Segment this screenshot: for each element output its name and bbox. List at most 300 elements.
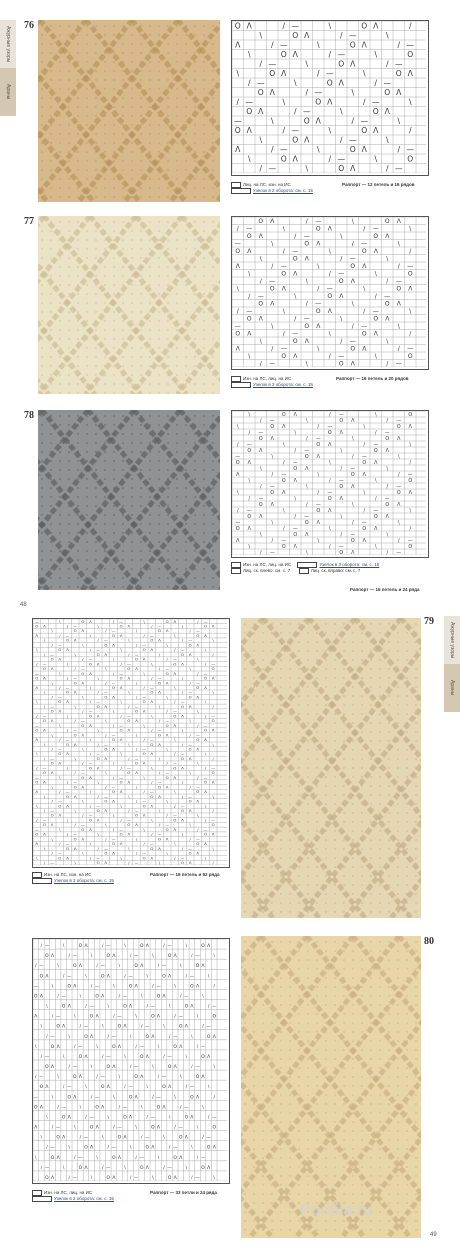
svg-text:\: \ (204, 699, 207, 705)
svg-text:O: O (95, 994, 99, 1000)
svg-text:Λ: Λ (150, 855, 154, 861)
svg-text:Λ: Λ (66, 647, 69, 653)
svg-text:—: — (150, 1004, 156, 1010)
svg-text:\: \ (181, 623, 184, 629)
svg-text:O: O (150, 793, 154, 799)
svg-text:/: / (51, 694, 53, 700)
svg-text:—: — (96, 699, 101, 705)
svg-text:—: — (211, 1004, 217, 1010)
svg-text:Λ: Λ (236, 472, 240, 478)
svg-text:/: / (282, 21, 286, 31)
svg-text:Λ: Λ (196, 642, 200, 648)
svg-text:/: / (146, 1004, 149, 1010)
section-tab: Ажурные узоры (0, 20, 16, 68)
svg-text:O: O (34, 994, 38, 1000)
svg-text:—: — (42, 661, 47, 667)
svg-text:O: O (112, 841, 115, 847)
svg-text:O: O (246, 233, 252, 240)
svg-text:O: O (270, 424, 275, 430)
svg-text:/: / (113, 1125, 115, 1131)
svg-text:/: / (74, 1155, 76, 1161)
svg-text:\: \ (386, 338, 389, 345)
svg-text:/: / (135, 798, 138, 804)
svg-text:Λ: Λ (258, 315, 263, 323)
svg-text:\: \ (408, 97, 412, 107)
svg-text:\: \ (397, 116, 401, 126)
svg-text:/: / (120, 661, 122, 667)
svg-text:O: O (39, 1085, 44, 1091)
svg-text:/: / (191, 1065, 193, 1071)
rapport-label: Раппорт — 12 петель и 16 рядов (342, 182, 415, 187)
svg-text:O: O (338, 360, 344, 367)
svg-text:—: — (303, 315, 310, 323)
svg-text:\: \ (36, 751, 38, 757)
svg-text:/: / (40, 1165, 43, 1171)
svg-text:\: \ (351, 218, 354, 225)
svg-text:Λ: Λ (123, 1024, 127, 1030)
svg-text:—: — (195, 836, 200, 842)
svg-text:Λ: Λ (73, 741, 77, 747)
svg-text:—: — (50, 755, 55, 761)
svg-text:O: O (89, 713, 92, 719)
svg-text:Λ: Λ (351, 418, 355, 424)
svg-text:—: — (139, 1155, 144, 1161)
svg-text:—: — (269, 360, 276, 367)
svg-text:/: / (174, 1125, 176, 1131)
svg-text:Λ: Λ (43, 779, 46, 785)
svg-text:—: — (50, 703, 55, 709)
svg-text:—: — (246, 508, 252, 514)
svg-text:/: / (197, 722, 199, 728)
svg-text:Λ: Λ (292, 50, 298, 60)
svg-text:\: \ (74, 808, 76, 814)
svg-text:/: / (128, 808, 130, 814)
svg-text:/: / (189, 628, 191, 634)
svg-text:Λ: Λ (104, 651, 108, 657)
svg-text:—: — (407, 538, 413, 544)
svg-text:\: \ (189, 718, 191, 724)
svg-text:\: \ (166, 746, 168, 752)
svg-text:/: / (143, 632, 145, 638)
svg-text:—: — (57, 746, 62, 752)
svg-text:Λ: Λ (119, 632, 123, 638)
svg-text:Λ: Λ (259, 448, 263, 454)
svg-text:\: \ (236, 424, 239, 430)
svg-text:\: \ (340, 315, 343, 323)
svg-text:—: — (361, 520, 367, 526)
svg-text:—: — (44, 1165, 50, 1171)
svg-text:\: \ (105, 666, 107, 672)
svg-text:Λ: Λ (78, 1075, 82, 1081)
svg-text:O: O (142, 855, 146, 861)
svg-text:O: O (119, 831, 123, 837)
svg-text:/: / (409, 330, 412, 338)
svg-text:Λ: Λ (190, 1115, 194, 1121)
svg-text:\: \ (185, 944, 188, 950)
svg-text:/: / (96, 964, 98, 970)
svg-text:O: O (142, 751, 146, 757)
svg-text:Λ: Λ (35, 841, 39, 847)
svg-text:Λ: Λ (201, 964, 205, 970)
svg-text:—: — (156, 984, 161, 990)
svg-text:/: / (59, 789, 61, 795)
svg-text:\: \ (236, 69, 240, 79)
svg-text:/: / (66, 779, 69, 785)
svg-text:—: — (268, 164, 277, 173)
svg-text:/: / (51, 746, 53, 752)
svg-text:Λ: Λ (50, 1175, 55, 1181)
svg-text:/: / (179, 994, 182, 1000)
svg-text:O: O (338, 59, 345, 69)
svg-text:—: — (142, 798, 147, 804)
svg-text:/: / (43, 703, 46, 709)
svg-text:Λ: Λ (35, 789, 39, 795)
svg-text:\: \ (197, 708, 199, 714)
svg-text:—: — (361, 323, 368, 330)
svg-text:/: / (68, 1065, 71, 1071)
svg-text:\: \ (204, 647, 207, 653)
svg-text:\: \ (339, 107, 343, 117)
svg-text:Λ: Λ (304, 31, 310, 41)
svg-text:Λ: Λ (35, 685, 39, 691)
svg-text:\: \ (158, 755, 161, 761)
svg-text:\: \ (40, 1024, 43, 1030)
svg-text:Λ: Λ (293, 478, 297, 484)
svg-text:—: — (203, 670, 208, 676)
svg-text:—: — (396, 550, 402, 555)
svg-text:Λ: Λ (162, 994, 166, 1000)
chart-legend (231, 562, 379, 574)
svg-text:\: \ (282, 442, 285, 448)
svg-text:O: O (96, 703, 100, 709)
chart-legend (32, 872, 114, 884)
svg-text:Λ: Λ (101, 994, 105, 1000)
svg-text:—: — (167, 1165, 172, 1171)
svg-text:O: O (50, 708, 54, 714)
svg-text:—: — (211, 661, 216, 667)
svg-text:/: / (270, 40, 274, 50)
svg-text:/: / (212, 703, 214, 709)
svg-text:\: \ (151, 817, 153, 823)
svg-text:—: — (80, 822, 85, 828)
svg-text:—: — (161, 964, 167, 970)
svg-text:O: O (127, 718, 131, 724)
svg-text:O: O (234, 126, 241, 136)
svg-text:\: \ (385, 31, 389, 41)
svg-text:\: \ (317, 538, 320, 544)
svg-text:Λ: Λ (134, 1095, 138, 1101)
svg-text:Λ: Λ (207, 1054, 211, 1060)
svg-text:—: — (246, 225, 253, 233)
svg-text:/: / (89, 751, 92, 757)
svg-text:/: / (105, 628, 107, 634)
svg-text:/: / (204, 817, 207, 823)
svg-text:Λ: Λ (362, 538, 366, 544)
svg-text:\: \ (51, 732, 53, 738)
svg-text:—: — (348, 135, 357, 145)
svg-text:Λ: Λ (235, 40, 241, 50)
svg-text:\: \ (74, 651, 76, 657)
svg-text:/: / (43, 651, 46, 657)
svg-text:Λ: Λ (316, 454, 320, 460)
svg-text:—: — (269, 278, 276, 285)
svg-text:—: — (188, 845, 193, 851)
svg-text:/: / (152, 984, 154, 990)
svg-text:/: / (328, 270, 331, 278)
svg-text:—: — (373, 508, 379, 514)
svg-text:O: O (373, 514, 378, 520)
svg-text:Λ: Λ (373, 248, 378, 255)
legend-symbol-icon (231, 182, 241, 188)
svg-text:Λ: Λ (84, 944, 88, 950)
svg-text:Λ: Λ (168, 1085, 172, 1091)
svg-text:\: \ (97, 623, 99, 629)
svg-text:O: O (112, 1155, 116, 1161)
svg-text:—: — (279, 145, 288, 155)
svg-text:Λ: Λ (282, 490, 286, 496)
svg-text:\: \ (43, 741, 46, 747)
svg-text:—: — (72, 954, 78, 960)
svg-text:/: / (40, 944, 43, 950)
svg-text:Λ: Λ (96, 713, 100, 719)
svg-text:—: — (280, 263, 287, 270)
svg-text:O: O (167, 1175, 172, 1181)
svg-text:Λ: Λ (50, 666, 54, 672)
svg-text:Λ: Λ (362, 263, 367, 270)
svg-text:O: O (304, 240, 310, 248)
svg-text:—: — (61, 1105, 66, 1111)
svg-text:\: \ (259, 135, 263, 145)
svg-text:O: O (316, 442, 321, 448)
svg-text:/: / (351, 116, 355, 126)
svg-text:\: \ (385, 135, 389, 145)
svg-text:—: — (167, 944, 172, 950)
svg-text:—: — (44, 944, 50, 950)
svg-text:Λ: Λ (96, 765, 100, 771)
svg-text:—: — (119, 826, 124, 832)
svg-text:O: O (58, 751, 62, 757)
svg-text:—: — (134, 755, 139, 761)
svg-text:Λ: Λ (127, 727, 131, 733)
svg-text:O: O (270, 490, 275, 496)
svg-text:—: — (269, 550, 275, 555)
svg-text:O: O (196, 789, 200, 795)
svg-text:Λ: Λ (129, 1004, 133, 1010)
svg-text:/: / (189, 680, 191, 686)
svg-text:O: O (104, 850, 108, 856)
legend-symbol-icon (297, 562, 317, 568)
legend-item: Узелок в 3 оборота: см. с. 15 (253, 382, 313, 388)
svg-text:\: \ (293, 78, 297, 88)
svg-text:O: O (190, 1095, 194, 1101)
svg-text:/: / (166, 708, 168, 714)
knit-chart (32, 618, 230, 868)
svg-text:O: O (127, 666, 131, 672)
svg-text:/: / (305, 88, 309, 98)
svg-text:\: \ (62, 944, 65, 950)
svg-text:Λ: Λ (165, 680, 169, 686)
svg-text:/: / (166, 812, 168, 818)
svg-text:/: / (294, 514, 297, 520)
pattern-number: 79 (424, 616, 434, 627)
svg-text:/: / (36, 713, 38, 719)
svg-text:O: O (134, 964, 138, 970)
svg-text:Λ: Λ (211, 831, 215, 837)
svg-text:/: / (120, 765, 122, 771)
svg-text:—: — (94, 984, 100, 990)
svg-text:O: O (173, 817, 177, 823)
svg-text:/: / (124, 1085, 126, 1091)
svg-text:/: / (409, 460, 412, 466)
svg-text:O: O (165, 670, 169, 676)
svg-text:—: — (65, 632, 70, 638)
svg-text:\: \ (74, 703, 76, 709)
svg-text:Λ: Λ (201, 1075, 205, 1081)
svg-text:—: — (246, 442, 252, 448)
svg-text:—: — (73, 623, 78, 629)
svg-text:O: O (280, 50, 287, 60)
svg-text:—: — (106, 1054, 111, 1060)
svg-text:Λ: Λ (134, 984, 138, 990)
svg-text:Λ: Λ (408, 490, 412, 496)
svg-text:Λ: Λ (351, 550, 355, 555)
svg-text:Λ: Λ (204, 789, 207, 795)
svg-text:O: O (50, 1155, 55, 1161)
svg-text:/: / (79, 1024, 82, 1030)
svg-text:—: — (350, 532, 356, 538)
svg-text:Λ: Λ (374, 460, 378, 466)
svg-text:Λ: Λ (66, 751, 69, 757)
svg-text:\: \ (185, 1165, 188, 1171)
svg-text:\: \ (294, 430, 297, 436)
svg-text:\: \ (128, 793, 130, 799)
svg-text:/: / (157, 1075, 160, 1081)
svg-text:—: — (149, 737, 154, 743)
svg-text:Λ: Λ (158, 845, 161, 851)
svg-text:—: — (234, 323, 241, 330)
svg-text:/: / (59, 685, 61, 691)
svg-text:Λ: Λ (158, 793, 161, 799)
svg-text:\: \ (51, 984, 54, 990)
svg-text:—: — (211, 817, 216, 823)
svg-text:—: — (78, 1044, 83, 1050)
svg-text:O: O (327, 430, 332, 436)
svg-text:\: \ (386, 255, 389, 263)
svg-text:Λ: Λ (58, 812, 62, 818)
svg-text:\: \ (79, 1105, 82, 1111)
svg-text:/: / (143, 841, 145, 847)
svg-text:\: \ (207, 974, 210, 980)
svg-text:\: \ (143, 774, 145, 780)
svg-text:/: / (36, 765, 38, 771)
svg-text:Λ: Λ (150, 699, 154, 705)
svg-text:Λ: Λ (101, 1105, 105, 1111)
svg-text:O: O (373, 448, 378, 454)
knit-chart (32, 938, 230, 1184)
svg-text:/: / (351, 520, 354, 526)
svg-text:/: / (74, 666, 76, 672)
svg-text:—: — (203, 774, 208, 780)
svg-text:O: O (56, 1024, 60, 1030)
svg-text:—: — (189, 1085, 195, 1091)
svg-text:—: — (384, 430, 390, 436)
svg-text:—: — (348, 31, 357, 41)
svg-text:/: / (259, 550, 262, 555)
svg-text:/: / (79, 1135, 82, 1141)
svg-text:/: / (129, 1175, 132, 1181)
svg-text:Λ: Λ (173, 1065, 177, 1071)
svg-text:/: / (271, 345, 274, 353)
svg-text:\: \ (317, 263, 320, 270)
svg-text:—: — (373, 442, 379, 448)
svg-text:/: / (97, 845, 99, 851)
svg-text:\: \ (135, 836, 138, 842)
svg-text:\: \ (282, 308, 285, 315)
svg-text:Λ: Λ (397, 502, 401, 508)
svg-text:\: \ (135, 628, 138, 634)
svg-text:\: \ (351, 436, 354, 442)
svg-text:Λ: Λ (207, 1165, 211, 1171)
svg-text:Λ: Λ (281, 69, 287, 79)
svg-text:—: — (279, 40, 288, 50)
svg-text:\: \ (409, 508, 412, 514)
svg-text:/: / (151, 623, 153, 629)
svg-text:Λ: Λ (165, 836, 169, 842)
svg-text:Λ: Λ (62, 1024, 66, 1030)
svg-text:Λ: Λ (35, 632, 39, 638)
svg-text:O: O (173, 1044, 177, 1050)
svg-text:\: \ (113, 984, 115, 990)
svg-text:/: / (120, 713, 122, 719)
svg-text:O: O (304, 323, 310, 330)
svg-text:/: / (101, 944, 104, 950)
svg-text:/: / (362, 97, 366, 107)
svg-text:O: O (190, 984, 194, 990)
svg-text:—: — (396, 484, 402, 490)
svg-text:\: \ (189, 770, 191, 776)
svg-text:—: — (119, 619, 124, 624)
svg-text:—: — (394, 164, 403, 173)
svg-text:\: \ (181, 831, 184, 837)
svg-text:—: — (157, 831, 162, 837)
svg-text:/: / (328, 353, 331, 360)
svg-text:Λ: Λ (304, 255, 309, 263)
svg-text:—: — (304, 448, 310, 454)
svg-text:O: O (45, 1065, 49, 1071)
rapport-label: Раппорт — 16 петель и 24 ряда (350, 587, 420, 592)
svg-text:\: \ (166, 694, 168, 700)
svg-text:\: \ (374, 50, 378, 60)
svg-text:—: — (103, 793, 108, 799)
svg-text:Λ: Λ (269, 88, 275, 98)
svg-text:Λ: Λ (188, 651, 192, 657)
svg-text:O: O (96, 860, 100, 865)
svg-text:Λ: Λ (173, 722, 177, 728)
svg-text:/: / (351, 240, 354, 248)
svg-text:\: \ (143, 722, 145, 728)
svg-text:—: — (55, 1014, 61, 1020)
svg-text:\: \ (118, 964, 121, 970)
svg-text:O: O (315, 97, 322, 107)
svg-text:/: / (340, 338, 343, 345)
svg-text:/: / (397, 345, 400, 353)
svg-text:—: — (42, 713, 47, 719)
svg-text:—: — (50, 1145, 55, 1151)
svg-text:O: O (181, 755, 184, 761)
svg-text:Λ: Λ (104, 703, 108, 709)
svg-text:—: — (394, 59, 403, 69)
svg-text:O: O (181, 808, 184, 814)
